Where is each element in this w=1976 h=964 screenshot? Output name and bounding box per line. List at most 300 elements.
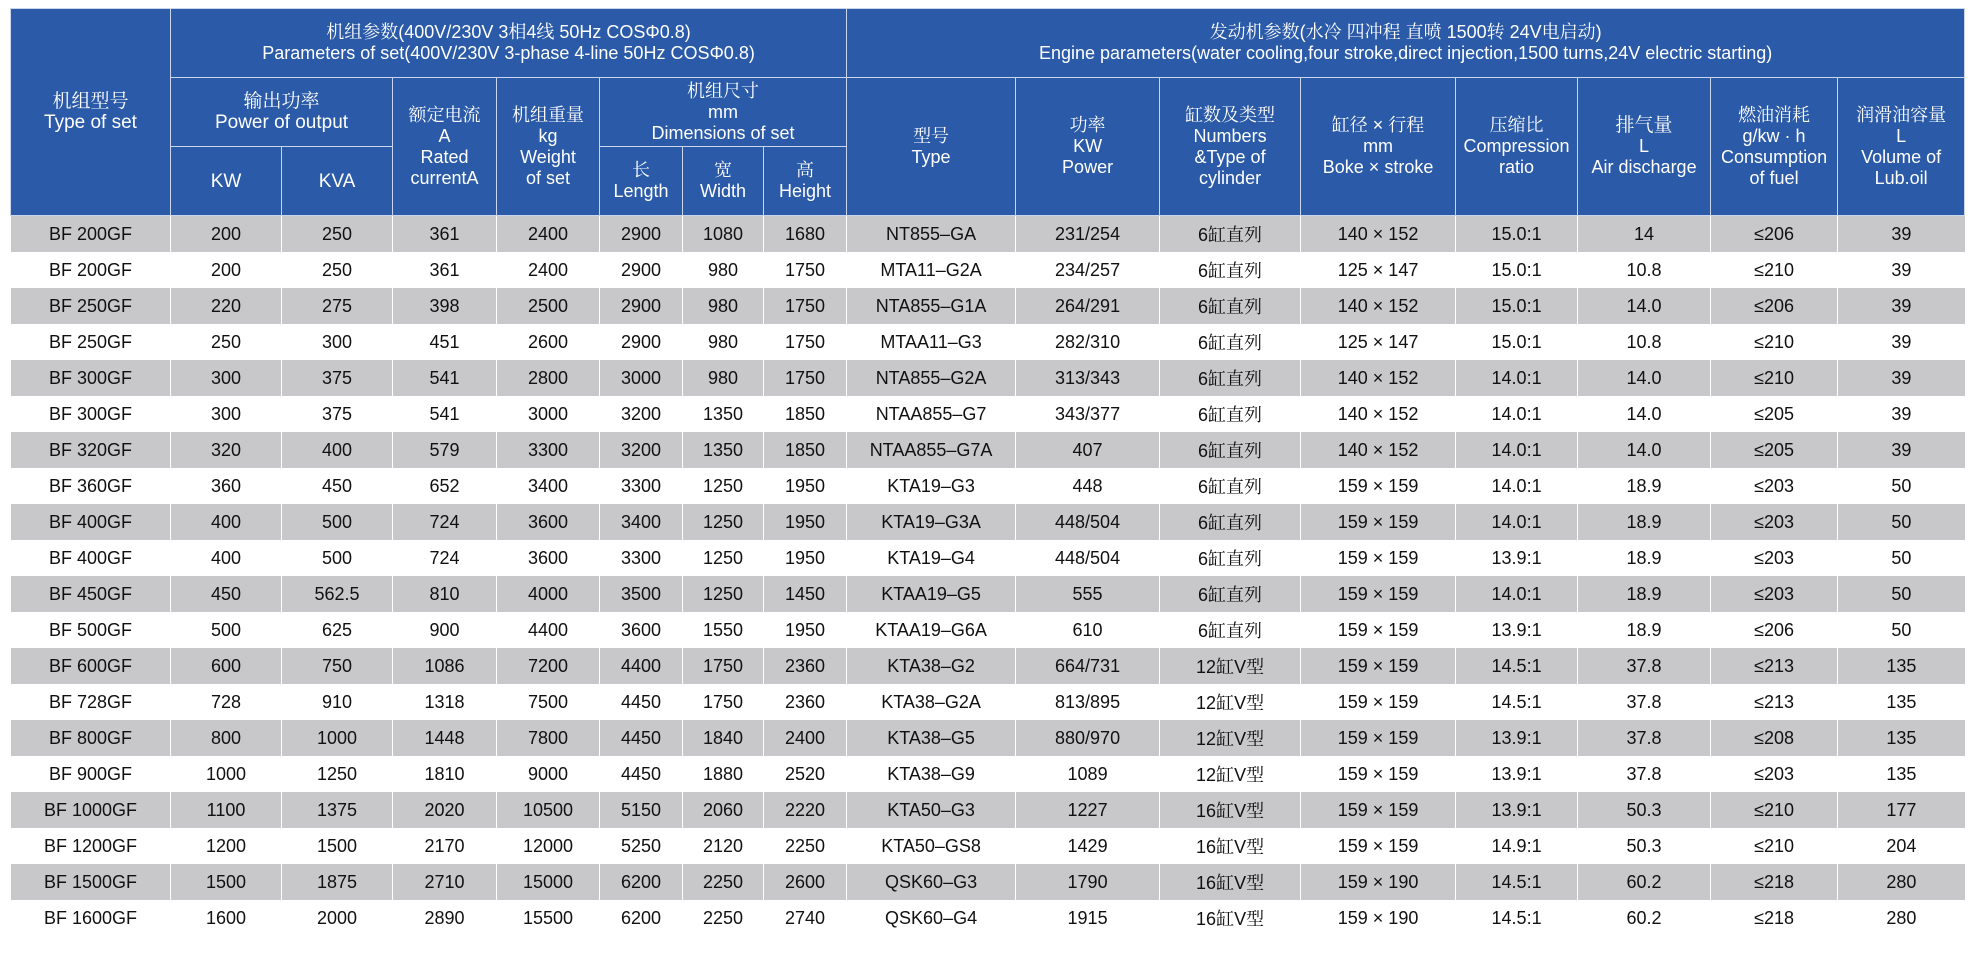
- cell-width: 1350: [683, 432, 764, 468]
- cell-engine-power: 282/310: [1016, 324, 1160, 360]
- cell-engine-type: KTA50–GS8: [847, 828, 1016, 864]
- cell-compression: 14.0:1: [1456, 432, 1578, 468]
- cell-bore-stroke: 140 × 152: [1301, 288, 1456, 324]
- cylinders-en3: cylinder: [1199, 167, 1262, 188]
- cell-cylinders: 6缸直列: [1160, 288, 1301, 324]
- cell-weight: 12000: [497, 828, 600, 864]
- cell-cylinders: 6缸直列: [1160, 540, 1301, 576]
- cell-air-discharge: 18.9: [1578, 504, 1711, 540]
- engine-params-header: [847, 9, 1965, 78]
- cell-cylinders: 6缸直列: [1160, 612, 1301, 648]
- lub-oil-header: [1838, 78, 1965, 216]
- rated-current-en2: currentA: [410, 167, 479, 188]
- height-zh: 高: [796, 160, 815, 180]
- cell-kva: 300: [282, 324, 393, 360]
- cell-rated-current: 1810: [393, 756, 497, 792]
- engine-power-header: [1016, 78, 1160, 216]
- cell-height: 1450: [764, 576, 847, 612]
- cell-cylinders: 12缸V型: [1160, 684, 1301, 720]
- cell-engine-type: KTA38–G5: [847, 720, 1016, 756]
- cell-type-of-set: BF 400GF: [11, 504, 171, 540]
- table-row: [11, 576, 1965, 612]
- cell-cylinders: 6缸直列: [1160, 324, 1301, 360]
- cell-fuel: ≤218: [1711, 864, 1838, 900]
- cell-width: 980: [683, 324, 764, 360]
- table-body: [11, 216, 1965, 937]
- cell-lub-oil: 50: [1838, 540, 1965, 576]
- cell-engine-power: 1915: [1016, 900, 1160, 936]
- type-of-set-zh: 机组型号: [52, 91, 129, 112]
- fuel-zh: 燃油消耗: [1738, 104, 1811, 125]
- table-header: [11, 9, 1965, 216]
- table-row: [11, 864, 1965, 900]
- cell-engine-type: MTAA11–G3: [847, 324, 1016, 360]
- cell-width: 980: [683, 288, 764, 324]
- weight-unit: kg: [538, 125, 558, 146]
- cell-engine-power: 313/343: [1016, 360, 1160, 396]
- cell-air-discharge: 10.8: [1578, 324, 1711, 360]
- cell-kw: 1600: [171, 900, 282, 936]
- cell-compression: 14.0:1: [1456, 576, 1578, 612]
- table-row: [11, 324, 1965, 360]
- cell-type-of-set: BF 450GF: [11, 576, 171, 612]
- cell-compression: 13.9:1: [1456, 612, 1578, 648]
- cell-lub-oil: 204: [1838, 828, 1965, 864]
- spec-table-container: [10, 8, 1964, 936]
- cell-cylinders: 6缸直列: [1160, 252, 1301, 288]
- cell-bore-stroke: 159 × 159: [1301, 792, 1456, 828]
- cell-air-discharge: 14.0: [1578, 360, 1711, 396]
- cell-engine-type: KTA38–G2A: [847, 684, 1016, 720]
- cell-width: 2120: [683, 828, 764, 864]
- cell-kva: 2000: [282, 900, 393, 936]
- cell-fuel: ≤218: [1711, 900, 1838, 936]
- cell-cylinders: 16缸V型: [1160, 864, 1301, 900]
- cell-air-discharge: 37.8: [1578, 684, 1711, 720]
- cell-engine-type: KTA38–G9: [847, 756, 1016, 792]
- cell-rated-current: 810: [393, 576, 497, 612]
- cell-kva: 400: [282, 432, 393, 468]
- cell-height: 1950: [764, 468, 847, 504]
- cell-cylinders: 16缸V型: [1160, 900, 1301, 936]
- cell-kw: 200: [171, 216, 282, 253]
- cell-cylinders: 12缸V型: [1160, 720, 1301, 756]
- engine-power-unit: KW: [1073, 136, 1103, 156]
- cell-engine-power: 407: [1016, 432, 1160, 468]
- cell-type-of-set: BF 250GF: [11, 288, 171, 324]
- cell-compression: 14.0:1: [1456, 360, 1578, 396]
- length-zh: 长: [632, 160, 650, 180]
- table-row: [11, 360, 1965, 396]
- cell-kw: 450: [171, 576, 282, 612]
- cell-bore-stroke: 159 × 159: [1301, 540, 1456, 576]
- cell-bore-stroke: 140 × 152: [1301, 216, 1456, 253]
- dimensions-zh: 机组尺寸: [687, 80, 760, 101]
- weight-en1: Weight: [520, 146, 576, 167]
- cell-length: 4400: [600, 648, 683, 684]
- cell-lub-oil: 280: [1838, 864, 1965, 900]
- cell-length: 6200: [600, 864, 683, 900]
- cell-length: 2900: [600, 216, 683, 253]
- cell-lub-oil: 135: [1838, 720, 1965, 756]
- cell-compression: 14.5:1: [1456, 684, 1578, 720]
- cell-compression: 14.5:1: [1456, 900, 1578, 936]
- cell-cylinders: 12缸V型: [1160, 756, 1301, 792]
- dimensions-en: Dimensions of set: [651, 122, 795, 143]
- cylinders-en1: Numbers: [1193, 125, 1267, 146]
- compression-zh: 压缩比: [1489, 115, 1544, 135]
- cell-cylinders: 16缸V型: [1160, 792, 1301, 828]
- cell-engine-power: 264/291: [1016, 288, 1160, 324]
- cell-fuel: ≤205: [1711, 396, 1838, 432]
- cell-length: 3200: [600, 396, 683, 432]
- cell-lub-oil: 39: [1838, 252, 1965, 288]
- cell-length: 3200: [600, 432, 683, 468]
- cell-width: 1550: [683, 612, 764, 648]
- cell-rated-current: 1086: [393, 648, 497, 684]
- fuel-en2: of fuel: [1749, 167, 1799, 188]
- cell-kw: 400: [171, 504, 282, 540]
- table-row: [11, 756, 1965, 792]
- cell-weight: 3600: [497, 504, 600, 540]
- cell-length: 5150: [600, 792, 683, 828]
- cell-bore-stroke: 159 × 159: [1301, 720, 1456, 756]
- cell-length: 3300: [600, 540, 683, 576]
- cell-weight: 2500: [497, 288, 600, 324]
- cell-length: 3400: [600, 504, 683, 540]
- cell-kva: 500: [282, 504, 393, 540]
- table-row: [11, 612, 1965, 648]
- cell-rated-current: 361: [393, 216, 497, 253]
- cell-rated-current: 724: [393, 540, 497, 576]
- cell-type-of-set: BF 300GF: [11, 360, 171, 396]
- cell-weight: 3400: [497, 468, 600, 504]
- cell-rated-current: 900: [393, 612, 497, 648]
- cell-bore-stroke: 159 × 159: [1301, 756, 1456, 792]
- cell-fuel: ≤213: [1711, 684, 1838, 720]
- cell-bore-stroke: 140 × 152: [1301, 360, 1456, 396]
- cell-cylinders: 16缸V型: [1160, 828, 1301, 864]
- cylinders-en2: &Type of: [1194, 146, 1266, 167]
- cell-kw: 360: [171, 468, 282, 504]
- bore-stroke-header: [1301, 78, 1456, 216]
- cell-fuel: ≤206: [1711, 216, 1838, 253]
- cell-engine-type: NT855–GA: [847, 216, 1016, 253]
- cell-type-of-set: BF 1000GF: [11, 792, 171, 828]
- cell-air-discharge: 60.2: [1578, 900, 1711, 936]
- cell-height: 1950: [764, 612, 847, 648]
- cell-rated-current: 451: [393, 324, 497, 360]
- cell-width: 1250: [683, 504, 764, 540]
- engine-power-en: Power: [1062, 157, 1114, 177]
- rated-current-header: [393, 78, 497, 216]
- cell-rated-current: 2890: [393, 900, 497, 936]
- air-discharge-header: [1578, 78, 1711, 216]
- cell-kw: 250: [171, 324, 282, 360]
- cell-engine-power: 813/895: [1016, 684, 1160, 720]
- cell-rated-current: 541: [393, 360, 497, 396]
- weight-header: [497, 78, 600, 216]
- cell-cylinders: 6缸直列: [1160, 432, 1301, 468]
- cell-lub-oil: 39: [1838, 432, 1965, 468]
- cell-weight: 2800: [497, 360, 600, 396]
- cell-rated-current: 541: [393, 396, 497, 432]
- cell-height: 1750: [764, 360, 847, 396]
- fuel-header: [1711, 78, 1838, 216]
- cell-compression: 15.0:1: [1456, 288, 1578, 324]
- cell-weight: 9000: [497, 756, 600, 792]
- cell-engine-type: NTA855–G2A: [847, 360, 1016, 396]
- power-output-en: Power of output: [214, 112, 349, 133]
- cell-lub-oil: 39: [1838, 360, 1965, 396]
- cell-air-discharge: 50.3: [1578, 792, 1711, 828]
- cell-type-of-set: BF 500GF: [11, 612, 171, 648]
- table-row: [11, 792, 1965, 828]
- cell-air-discharge: 10.8: [1578, 252, 1711, 288]
- cell-cylinders: 6缸直列: [1160, 360, 1301, 396]
- cell-compression: 14.5:1: [1456, 648, 1578, 684]
- engine-params-en: Engine parameters(water cooling,four stroke,direct injection,1500 turns,24V electric starting): [1038, 43, 1773, 63]
- cell-height: 2220: [764, 792, 847, 828]
- cell-compression: 15.0:1: [1456, 252, 1578, 288]
- cell-length: 4450: [600, 720, 683, 756]
- compression-en1: Compression: [1463, 136, 1570, 156]
- cell-compression: 13.9:1: [1456, 792, 1578, 828]
- cell-fuel: ≤208: [1711, 720, 1838, 756]
- cell-air-discharge: 14.0: [1578, 288, 1711, 324]
- cell-engine-type: KTA50–G3: [847, 792, 1016, 828]
- weight-en2: of set: [525, 167, 571, 188]
- cell-bore-stroke: 159 × 159: [1301, 828, 1456, 864]
- cell-kva: 625: [282, 612, 393, 648]
- cell-engine-type: KTA19–G3A: [847, 504, 1016, 540]
- cell-fuel: ≤210: [1711, 324, 1838, 360]
- cell-height: 2400: [764, 720, 847, 756]
- cell-length: 2900: [600, 288, 683, 324]
- cell-cylinders: 6缸直列: [1160, 216, 1301, 253]
- cell-kw: 1200: [171, 828, 282, 864]
- air-discharge-unit: L: [1639, 136, 1650, 156]
- cell-air-discharge: 37.8: [1578, 756, 1711, 792]
- cell-rated-current: 724: [393, 504, 497, 540]
- cell-length: 3300: [600, 468, 683, 504]
- table-row: [11, 216, 1965, 253]
- cell-engine-type: QSK60–G3: [847, 864, 1016, 900]
- cell-kva: 910: [282, 684, 393, 720]
- cell-length: 4450: [600, 756, 683, 792]
- engine-type-zh: 型号: [913, 125, 950, 146]
- cell-air-discharge: 18.9: [1578, 612, 1711, 648]
- cylinders-header: [1160, 78, 1301, 216]
- cell-kva: 275: [282, 288, 393, 324]
- cell-kva: 500: [282, 540, 393, 576]
- cell-engine-type: MTA11–G2A: [847, 252, 1016, 288]
- air-discharge-zh: 排气量: [1615, 115, 1673, 136]
- cell-kw: 300: [171, 360, 282, 396]
- lub-oil-unit: L: [1896, 125, 1907, 146]
- cell-height: 1950: [764, 504, 847, 540]
- cell-height: 2360: [764, 648, 847, 684]
- engine-params-zh: 发动机参数(水冷 四冲程 直喷 1500转 24V电启动): [1209, 22, 1602, 42]
- table-row: [11, 684, 1965, 720]
- cell-lub-oil: 280: [1838, 900, 1965, 936]
- engine-power-zh: 功率: [1069, 115, 1106, 135]
- fuel-unit: g/kw · h: [1742, 125, 1806, 146]
- bore-stroke-unit: mm: [1363, 136, 1394, 156]
- cell-fuel: ≤205: [1711, 432, 1838, 468]
- cell-length: 4450: [600, 684, 683, 720]
- table-row: [11, 432, 1965, 468]
- cell-kva: 562.5: [282, 576, 393, 612]
- cell-compression: 13.9:1: [1456, 540, 1578, 576]
- cell-weight: 15000: [497, 864, 600, 900]
- cell-lub-oil: 135: [1838, 756, 1965, 792]
- cell-fuel: ≤206: [1711, 288, 1838, 324]
- cell-type-of-set: BF 1600GF: [11, 900, 171, 936]
- cell-cylinders: 6缸直列: [1160, 504, 1301, 540]
- cell-kw: 1000: [171, 756, 282, 792]
- cell-bore-stroke: 140 × 152: [1301, 396, 1456, 432]
- cell-width: 1080: [683, 216, 764, 253]
- air-discharge-en: Air discharge: [1591, 157, 1697, 177]
- cell-air-discharge: 37.8: [1578, 648, 1711, 684]
- cell-bore-stroke: 159 × 159: [1301, 504, 1456, 540]
- cell-height: 2520: [764, 756, 847, 792]
- cell-air-discharge: 60.2: [1578, 864, 1711, 900]
- cell-fuel: ≤210: [1711, 828, 1838, 864]
- cell-width: 1750: [683, 684, 764, 720]
- cell-rated-current: 361: [393, 252, 497, 288]
- cell-compression: 15.0:1: [1456, 216, 1578, 253]
- cell-engine-type: KTA19–G3: [847, 468, 1016, 504]
- cell-weight: 10500: [497, 792, 600, 828]
- cell-width: 1750: [683, 648, 764, 684]
- cell-rated-current: 652: [393, 468, 497, 504]
- power-output-header: [171, 78, 393, 147]
- cell-kw: 1500: [171, 864, 282, 900]
- cell-bore-stroke: 159 × 159: [1301, 684, 1456, 720]
- height-header: [764, 147, 847, 216]
- cell-kw: 220: [171, 288, 282, 324]
- cell-height: 1950: [764, 540, 847, 576]
- cell-cylinders: 6缸直列: [1160, 468, 1301, 504]
- cell-engine-power: 231/254: [1016, 216, 1160, 253]
- cell-height: 2360: [764, 684, 847, 720]
- cell-bore-stroke: 159 × 159: [1301, 648, 1456, 684]
- cell-weight: 7800: [497, 720, 600, 756]
- cell-weight: 7200: [497, 648, 600, 684]
- cell-weight: 3000: [497, 396, 600, 432]
- compression-en2: ratio: [1499, 157, 1535, 177]
- cell-fuel: ≤203: [1711, 468, 1838, 504]
- cell-fuel: ≤210: [1711, 252, 1838, 288]
- cell-fuel: ≤203: [1711, 756, 1838, 792]
- rated-current-unit: A: [438, 125, 451, 146]
- cell-cylinders: 6缸直列: [1160, 396, 1301, 432]
- cell-rated-current: 2710: [393, 864, 497, 900]
- lub-oil-en1: Volume of: [1861, 146, 1942, 167]
- cell-lub-oil: 39: [1838, 288, 1965, 324]
- cell-air-discharge: 14.0: [1578, 396, 1711, 432]
- cell-height: 2600: [764, 864, 847, 900]
- cell-width: 980: [683, 252, 764, 288]
- lub-oil-zh: 润滑油容量: [1856, 104, 1947, 125]
- table-row: [11, 504, 1965, 540]
- cell-type-of-set: BF 600GF: [11, 648, 171, 684]
- table-row: [11, 288, 1965, 324]
- compression-header: [1456, 78, 1578, 216]
- cell-lub-oil: 135: [1838, 684, 1965, 720]
- cell-rated-current: 2020: [393, 792, 497, 828]
- cell-engine-power: 664/731: [1016, 648, 1160, 684]
- cell-kw: 1100: [171, 792, 282, 828]
- cell-kw: 800: [171, 720, 282, 756]
- cell-type-of-set: BF 400GF: [11, 540, 171, 576]
- cell-length: 2900: [600, 324, 683, 360]
- cell-length: 5250: [600, 828, 683, 864]
- cell-height: 1850: [764, 432, 847, 468]
- cell-kva: 1375: [282, 792, 393, 828]
- cell-type-of-set: BF 800GF: [11, 720, 171, 756]
- table-row: [11, 252, 1965, 288]
- cell-height: 2250: [764, 828, 847, 864]
- cell-engine-type: KTAA19–G6A: [847, 612, 1016, 648]
- cell-weight: 2600: [497, 324, 600, 360]
- cell-kva: 250: [282, 216, 393, 253]
- cell-fuel: ≤203: [1711, 540, 1838, 576]
- cell-type-of-set: BF 200GF: [11, 252, 171, 288]
- lub-oil-en2: Lub.oil: [1874, 167, 1928, 188]
- cell-engine-power: 448/504: [1016, 540, 1160, 576]
- cell-air-discharge: 18.9: [1578, 540, 1711, 576]
- cell-engine-power: 1089: [1016, 756, 1160, 792]
- cell-kw: 500: [171, 612, 282, 648]
- cell-compression: 14.0:1: [1456, 396, 1578, 432]
- table-row: [11, 900, 1965, 936]
- cell-lub-oil: 50: [1838, 468, 1965, 504]
- cell-fuel: ≤213: [1711, 648, 1838, 684]
- cell-width: 2250: [683, 900, 764, 936]
- cell-rated-current: 1318: [393, 684, 497, 720]
- cell-bore-stroke: 159 × 159: [1301, 468, 1456, 504]
- cell-type-of-set: BF 360GF: [11, 468, 171, 504]
- cell-compression: 13.9:1: [1456, 756, 1578, 792]
- cell-fuel: ≤203: [1711, 504, 1838, 540]
- cell-air-discharge: 37.8: [1578, 720, 1711, 756]
- cell-rated-current: 579: [393, 432, 497, 468]
- cell-height: 1750: [764, 252, 847, 288]
- cell-bore-stroke: 125 × 147: [1301, 252, 1456, 288]
- cell-kw: 400: [171, 540, 282, 576]
- cell-engine-power: 448/504: [1016, 504, 1160, 540]
- set-params-en: Parameters of set(400V/230V 3-phase 4-line 50Hz COSΦ0.8): [262, 43, 755, 63]
- cell-lub-oil: 39: [1838, 396, 1965, 432]
- cell-type-of-set: BF 300GF: [11, 396, 171, 432]
- type-of-set-en: Type of set: [44, 112, 137, 133]
- cell-kw: 728: [171, 684, 282, 720]
- cell-height: 1750: [764, 324, 847, 360]
- cell-type-of-set: BF 728GF: [11, 684, 171, 720]
- cell-type-of-set: BF 250GF: [11, 324, 171, 360]
- dimensions-unit: mm: [708, 101, 739, 122]
- cell-length: 6200: [600, 900, 683, 936]
- cell-engine-power: 1429: [1016, 828, 1160, 864]
- cell-type-of-set: BF 320GF: [11, 432, 171, 468]
- rated-current-en1: Rated: [420, 146, 469, 167]
- cell-width: 980: [683, 360, 764, 396]
- cell-lub-oil: 50: [1838, 612, 1965, 648]
- cell-width: 2250: [683, 864, 764, 900]
